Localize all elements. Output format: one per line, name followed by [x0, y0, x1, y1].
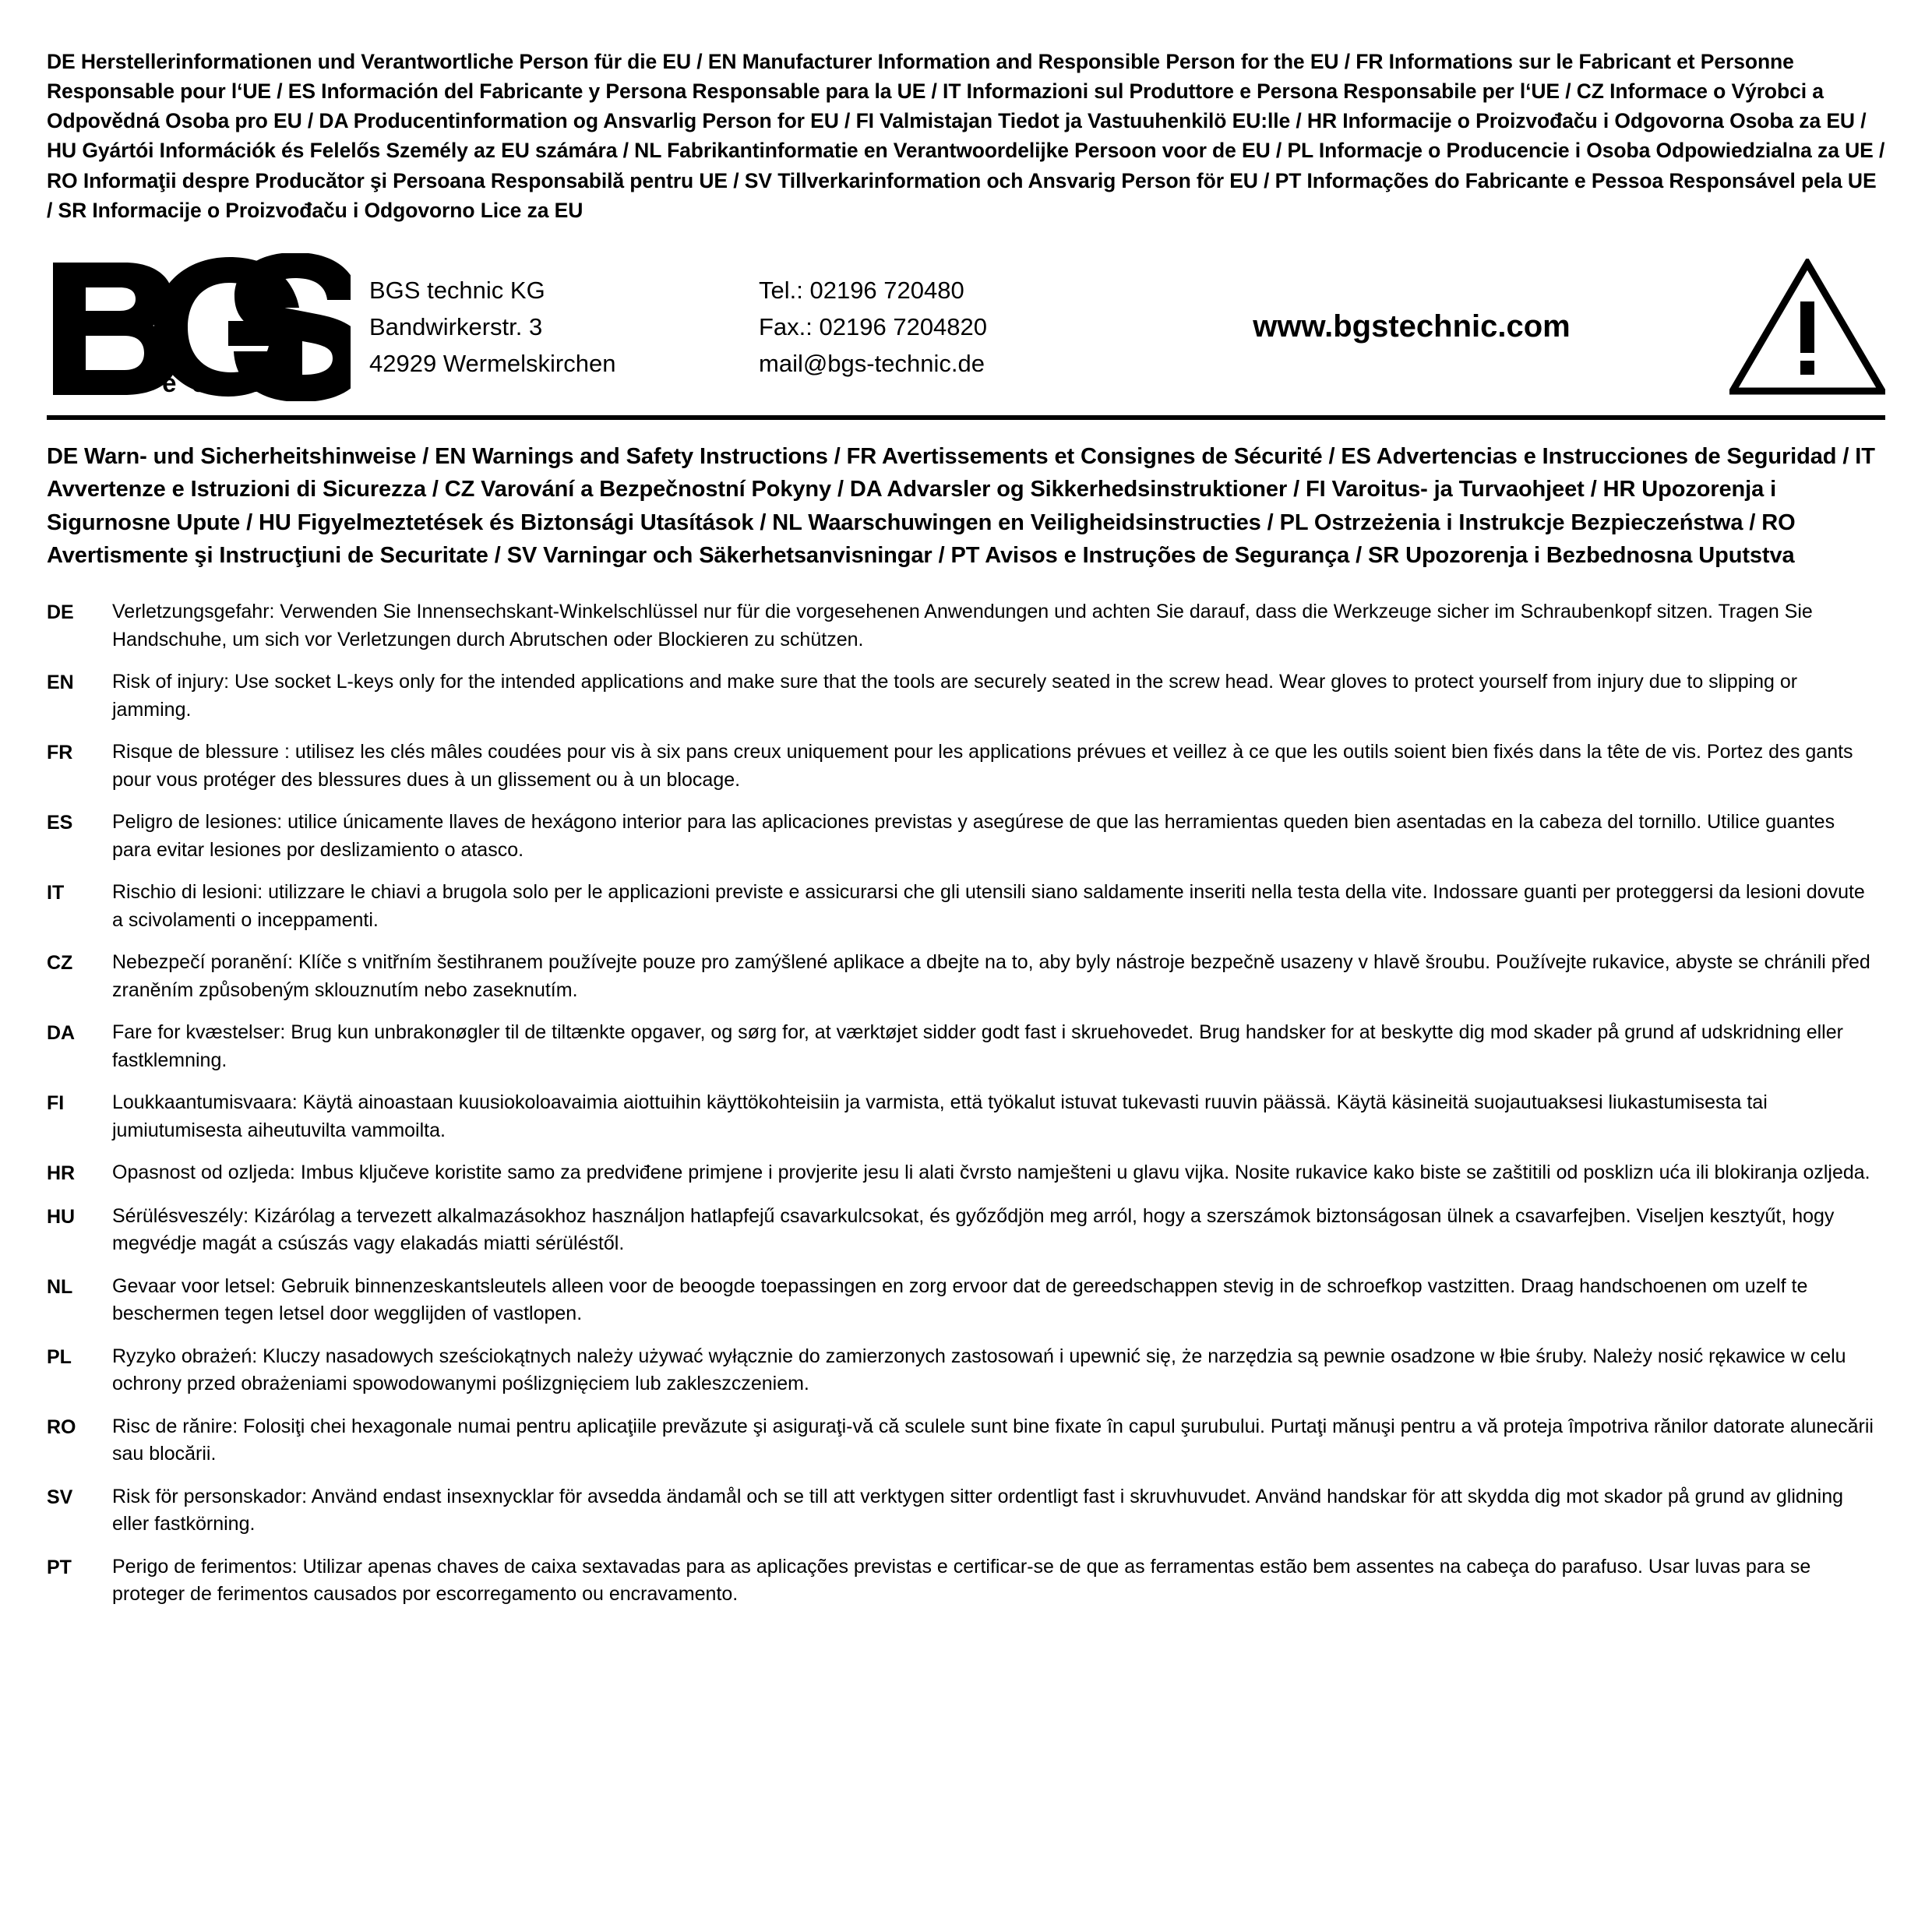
list-item	[47, 949, 1885, 1004]
company-website: www.bgstechnic.com	[1253, 309, 1571, 344]
instruction-text: Loukkaantumisvaara: Käytä ainoastaan kuusiokoloavaimia aiottuihin käyttökohteisiin ja varmista, että työkalut istuvat tukevasti ruuvin päässä. Käytä käsineitä suojautuaksesi liukastumisesta tai jumiutumisesta aiheutuvilta vammoilta.	[112, 1091, 1768, 1141]
instructions-list	[47, 598, 1885, 1609]
instruction-text: Nebezpečí poranění: Klíče s vnitřním šestihranem používejte pouze pro zamýšlené aplikace a dbejte na to, aby byly nástroje bezpečně usazeny v hlavě šroubu. Používejte rukavice, abyste se chránili před zraněním způsobeným sklouznutím nebo zaseknutím.	[112, 951, 1870, 1001]
company-name: BGS technic KG	[369, 277, 545, 305]
instruction-text: Risque de blessure : utilisez les clés mâles coudées pour vis à six pans creux uniquement pour les applications prévues et veillez à ce que les outils soient bien fixés dans la tête de vis. Portez des gants pour vous protéger des blessures dues à un glissement ou à un blocage.	[112, 741, 1853, 791]
svg-text:t e c h n i c: t e c h n i c	[139, 368, 323, 397]
svg-text:®: ®	[324, 257, 342, 284]
language-code: ES	[47, 812, 73, 834]
language-code: FR	[47, 742, 73, 764]
header-divider	[47, 415, 1885, 420]
warning-triangle-icon	[1706, 259, 1885, 395]
company-contact-block	[44, 245, 1888, 409]
instruction-text: Sérülésveszély: Kizárólag a tervezett alkalmazásokhoz használjon hatlapfejű csavarkulcsokat, és győződjön meg arról, hogy a szerszámok biztonságosan ülnek a csavarfejben. Viseljen kesztyűt, hogy megvédje magát a csúszás vagy elakadás miatti sérüléstől.	[112, 1204, 1835, 1255]
language-code: DE	[47, 601, 74, 624]
language-code: FI	[47, 1092, 65, 1115]
instruction-text: Gevaar voor letsel: Gebruik binnenzeskantsleutels alleen voor de beoogde toepassingen en zorg ervoor dat de gereedschappen stevig in de schroefkop vastzitten. Draag handschoenen om uzelf te beschermen tegen letsel door wegglijden of vastlopen.	[112, 1274, 1808, 1325]
language-code: EN	[47, 672, 74, 694]
list-item	[47, 879, 1885, 934]
instruction-text: Risk för personskador: Använd endast insexnycklar för avsedda ändamål och se till att verktygen sitter ordentligt fast i skruvhuvudet. Använd handskar för att skydda dig mot skador på grund av glidning eller fastkörning.	[112, 1485, 1844, 1535]
language-code: PL	[47, 1345, 72, 1368]
list-item	[47, 1483, 1885, 1539]
language-code: SV	[47, 1486, 73, 1508]
instruction-text: Risk of injury: Use socket L-keys only for the intended applications and make sure that the tools are securely seated in the screw head. Wear gloves to protect yourself from injury due to slipping or jamming.	[112, 671, 1798, 721]
warnings-heading: DE Warn- und Sicherheitshinweise / EN Warnings and Safety Instructions / FR Avertissements et Consignes de Sécurité / ES Advertencias e Instrucciones de Seguridad / IT Avvertenze e Istruzioni di Sicurezza / CZ Varování a Bezpečnostní Pokyny / DA Advarsler og Sikkerhedsinstruktioner / FI Varoitus- ja Turvaohjeet / HR Upozorenja i Sigurnosne Upute / HU Figyelmeztetések és Biztonsági Utasítások / NL Waarschuwingen en Veiligheidsinstructies / PL Ostrzeżenia i Instrukcje Bezpieczeństwa / RO Avertismente şi Instrucţiuni de Securitate / SV Varningar och Säkerhetsanvisningar / PT Avisos e Instruções de Segurança / SR Upozorenja i Bezbednosna Uputstva	[47, 443, 1875, 568]
instruction-text: Peligro de lesiones: utilice únicamente llaves de hexágono interior para las aplicaciones previstas y asegúrese de que las herramientas queden bien asentadas en la cabeza del tornillo. Utilice guantes para evitar lesiones por deslizamiento o atasco.	[112, 811, 1835, 861]
company-tel: Tel.: 02196 720480	[759, 277, 964, 305]
language-code: RO	[47, 1416, 76, 1438]
list-item	[47, 1203, 1885, 1258]
company-street: Bandwirkerstr. 3	[369, 313, 543, 341]
company-city: 42929 Wermelskirchen	[369, 350, 616, 378]
language-code: IT	[47, 882, 65, 904]
manufacturer-info-heading: DE Herstellerinformationen und Verantwortliche Person für die EU / EN Manufacturer Information and Responsible Person for the EU / FR Informations sur le Fabricant et Personne Responsable pour l‘UE / ES Información del Fabricante y Persona Responsable para la UE / IT Informazioni sul Produttore e Persona Responsabile per l‘UE / CZ Informace o Výrobci a Odpovědná Osoba pro EU / DA Producentinformation og Ansvarlig Person for EU / FI Valmistajan Tiedot ja Vastuuhenkilö EU:lle / HR Informacije o Proizvođaču i Odgovorna Osoba za EU / HU Gyártói Információk és Felelős Személy az EU számára / NL Fabrikantinformatie en Verantwoordelijke Persoon voor de EU / PL Informacje o Producencie i Osoba Odpowiedzialna za UE / RO Informaţii despre Producător şi Persoana Responsabilă pentru UE / SV Tillverkarinformation och Ansvarig Person för EU / PT Informações do Fabricante e Pessoa Responsável pela UE / SR Informacije o Proizvođaču i Odgovorno Lice za EU	[47, 50, 1885, 222]
language-code: NL	[47, 1275, 73, 1298]
language-code: PT	[47, 1556, 72, 1578]
company-fax: Fax.: 02196 7204820	[759, 313, 988, 341]
list-item	[47, 1343, 1885, 1398]
language-code: HU	[47, 1205, 76, 1228]
list-item	[47, 1089, 1885, 1144]
list-item	[47, 739, 1885, 794]
instruction-text: Verletzungsgefahr: Verwenden Sie Innensechskant-Winkelschlüssel nur für die vorgesehenen Anwendungen und achten Sie darauf, dass die Werkzeuge sicher im Schraubenkopf sitzen. Tragen Sie Handschuhe, um sich vor Verletzungen durch Abrutschen oder Blockieren zu schützen.	[112, 601, 1813, 650]
list-item	[47, 1553, 1885, 1609]
instruction-text: Fare for kvæstelser: Brug kun unbrakonøgler til de tiltænkte opgaver, og sørg for, at værktøjet sidder godt fast i skruehovedet. Brug handsker for at beskytte dig mod skader på grund af udskridning eller fastklemning.	[112, 1021, 1843, 1071]
company-email: mail@bgs-technic.de	[759, 350, 985, 378]
instruction-text: Perigo de ferimentos: Utilizar apenas chaves de caixa sextavadas para as aplicações previstas e certificar-se de que as ferramentas estão bem assentes na cabeça do parafuso. Usar luvas para se proteger de ferimentos causados por escorregamento ou encravamento.	[112, 1555, 1811, 1606]
instruction-text: Rischio di lesioni: utilizzare le chiavi a brugola solo per le applicazioni previste e assicurarsi che gli utensili siano saldamente inseriti nella testa della vite. Indossare guanti per proteggersi da lesioni dovute a scivolamenti o inceppamenti.	[112, 881, 1865, 931]
list-item	[47, 668, 1885, 724]
list-item	[47, 809, 1885, 864]
list-item	[47, 598, 1885, 654]
list-item	[47, 1019, 1885, 1074]
instruction-text: Risc de rănire: Folosiţi chei hexagonale numai pentru aplicaţiile prevăzute şi asiguraţi-vă că sculele sunt bine fixate în capul şurubului. Purtaţi mănuşi pentru a vă proteja împotriva rănilor datorate alunecării sau blocării.	[112, 1415, 1874, 1465]
bgs-logo	[47, 253, 358, 401]
company-address	[358, 272, 759, 382]
list-item	[47, 1413, 1885, 1468]
language-code: HR	[47, 1162, 76, 1185]
list-item	[47, 1273, 1885, 1328]
list-item	[47, 1159, 1885, 1188]
instruction-text: Opasnost od ozljeda: Imbus ključeve koristite samo za predviđene primjene i provjerite jesu li alati čvrsto namješteni u glavu vijka. Nosite rukavice kako biste se zaštitili od posklizn uća ili blokiranja ozljeda.	[112, 1162, 1870, 1184]
language-code: CZ	[47, 952, 73, 975]
company-contact	[759, 272, 1125, 382]
instruction-text: Ryzyko obrażeń: Kluczy nasadowych sześciokątnych należy używać wyłącznie do zamierzonych zastosowań i upewnić się, że narzędzia są pewnie osadzone w łbie śruby. Należy nosić rękawice w celu ochrony przed obrażeniami spowodowanymi poślizgnięciem lub zakleszczeniem.	[112, 1345, 1846, 1395]
language-code: DA	[47, 1022, 76, 1045]
